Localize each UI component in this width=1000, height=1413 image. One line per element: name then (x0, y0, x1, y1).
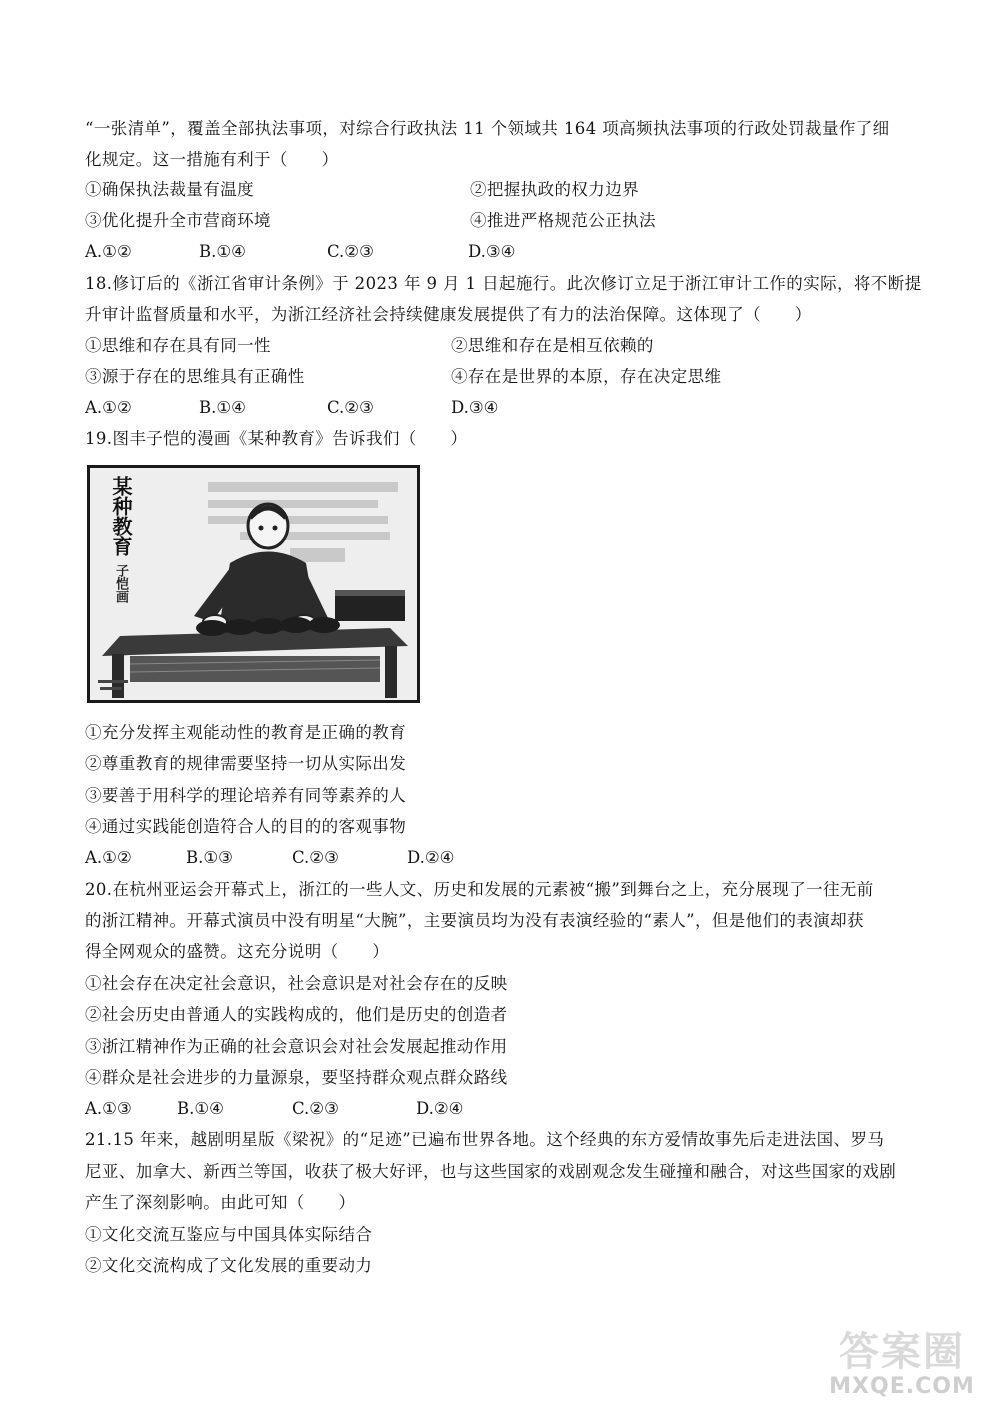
watermark-url: MXQE.COM (829, 1374, 975, 1399)
q21-stem-line-3: 产生了深刻影响。由此可知（ ） (85, 1193, 356, 1212)
q20-stem-line-3: 得全网观众的盛赞。这充分说明（ ） (85, 942, 390, 961)
q20-stem-line-2: 的浙江精神。开幕式演员中没有明星“大腕”，主要演员均为没有表演经验的“素人”，但是他们的表演却获 (85, 911, 864, 930)
cartoon-author: 子恺画 (113, 564, 128, 603)
cartoon-drawing (90, 468, 417, 700)
q17-option-1: ①确保执法裁量有温度 (85, 180, 254, 199)
q19-choice-a: A.①② (85, 848, 132, 867)
q20-option-4: ④群众是社会进步的力量源泉，要坚持群众观点群众路线 (85, 1068, 508, 1087)
q17-option-4: ④推进严格规范公正执法 (470, 211, 656, 230)
cartoon-title: 某种教育 (109, 476, 133, 556)
q17-choice-b: B.①④ (199, 242, 246, 261)
q18-stem-line-2: 升审计监督质量和水平，为浙江经济社会持续健康发展提供了有力的法治保障。这体现了（ ） (85, 305, 812, 324)
q21-option-2: ②文化交流构成了文化发展的重要动力 (85, 1256, 373, 1275)
watermark-logo-text: 答案圈 (839, 1329, 965, 1375)
q18-option-1: ①思维和存在具有同一性 (85, 336, 271, 355)
q17-choice-d: D.③④ (468, 242, 516, 261)
q17-stem-line-1: “一张清单”，覆盖全部执法事项，对综合行政执法 11 个领域共 164 项高频执法事项的行政处罚裁量作了细 (85, 119, 890, 138)
q20-option-2: ②社会历史由普通人的实践构成的，他们是历史的创造者 (85, 1005, 508, 1024)
q18-choice-d: D.③④ (451, 398, 499, 417)
watermark-logo (812, 1318, 992, 1408)
q19-choice-d: D.②④ (407, 848, 455, 867)
q20-choice-c: C.②③ (292, 1099, 339, 1118)
q18-option-2: ②思维和存在是相互依赖的 (451, 336, 654, 355)
q18-choice-c: C.②③ (327, 398, 374, 417)
q20-choice-a: A.①③ (85, 1099, 132, 1118)
q17-stem-line-2: 化规定。这一措施有利于（ ） (85, 150, 339, 169)
q17-answer-choices (85, 240, 925, 264)
q17-choice-c: C.②③ (327, 242, 374, 261)
q20-stem-line-1: 20.在杭州亚运会开幕式上，浙江的一些人文、历史和发展的元素被“搬”到舞台之上，充分展现了一往无前 (85, 880, 874, 899)
q18-option-3: ③源于存在的思维具有正确性 (85, 367, 305, 386)
q19-cartoon-image (87, 465, 420, 703)
q18-answer-choices (85, 396, 925, 420)
q21-option-1: ①文化交流互鉴应与中国具体实际结合 (85, 1225, 373, 1244)
q18-options-row-1 (85, 334, 925, 358)
q19-option-2: ②尊重教育的规律需要坚持一切从实际出发 (85, 754, 407, 773)
q17-option-3: ③优化提升全市营商环境 (85, 211, 271, 230)
q17-option-2: ②把握执政的权力边界 (470, 180, 639, 199)
q20-answer-choices (85, 1097, 925, 1121)
q18-option-4: ④存在是世界的本原，存在决定思维 (451, 367, 722, 386)
q19-choice-b: B.①③ (186, 848, 233, 867)
q19-option-3: ③要善于用科学的理论培养有同等素养的人 (85, 786, 407, 805)
q21-stem-line-2: 尼亚、加拿大、新西兰等国，收获了极大好评，也与这些国家的戏剧观念发生碰撞和融合，对这些国家的戏剧 (85, 1162, 897, 1181)
q20-choice-d: D.②④ (416, 1099, 464, 1118)
q19-stem: 19.图丰子恺的漫画《某种教育》告诉我们（ ） (85, 429, 468, 448)
q17-options-row-1 (85, 178, 925, 202)
q19-choice-c: C.②③ (292, 848, 339, 867)
q19-answer-choices (85, 846, 925, 870)
q18-choice-a: A.①② (85, 398, 132, 417)
q20-choice-b: B.①④ (177, 1099, 224, 1118)
q19-option-1: ①充分发挥主观能动性的教育是正确的教育 (85, 723, 407, 742)
q19-option-4: ④通过实践能创造符合人的目的的客观事物 (85, 817, 407, 836)
q21-stem-line-1: 21.15 年来，越剧明星版《梁祝》的“足迹”已遍布世界各地。这个经典的东方爱情故事先后走进法国、罗马 (85, 1130, 885, 1149)
q18-stem-line-1: 18.修订后的《浙江省审计条例》于 2023 年 9 月 1 日起施行。此次修订立足于浙江审计工作的实际，将不断提 (85, 274, 922, 293)
q18-choice-b: B.①④ (199, 398, 246, 417)
q17-options-row-2 (85, 209, 925, 233)
q20-option-3: ③浙江精神作为正确的社会意识会对社会发展起推动作用 (85, 1037, 508, 1056)
q20-option-1: ①社会存在决定社会意识，社会意识是对社会存在的反映 (85, 974, 508, 993)
q18-options-row-2 (85, 365, 925, 389)
q17-choice-a: A.①② (85, 242, 132, 261)
